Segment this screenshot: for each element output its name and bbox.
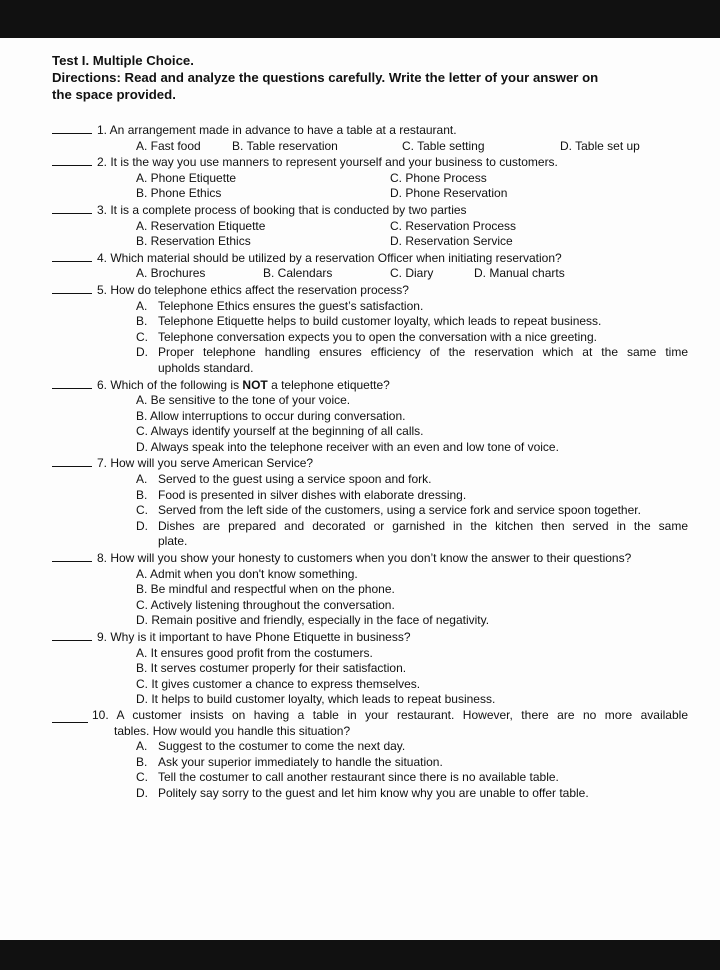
- question-text: 2. It is the way you use manners to represent yourself and your business to customers.: [97, 155, 558, 170]
- test-sheet: [0, 38, 720, 940]
- option-text: Served to the guest using a service spoon and fork.: [158, 472, 432, 487]
- option-text: Politely say sorry to the guest and let him know why you are unable to offer table.: [158, 785, 589, 800]
- option-d: D. Always speak into the telephone receiver with an even and low tone of voice.: [136, 439, 559, 454]
- question-2-options-bd: [52, 186, 688, 202]
- option-a: A. Reservation Etiquette: [136, 218, 266, 233]
- option-letter: B.: [136, 754, 148, 769]
- option-letter: B.: [136, 487, 148, 502]
- question-3-options-bd: [52, 234, 688, 250]
- option-a: A. Be sensitive to the tone of your voice.: [136, 393, 351, 408]
- question-3-options-ac: [52, 219, 688, 235]
- option-b: [52, 314, 688, 330]
- option-letter: A.: [136, 472, 148, 487]
- option-c: C. Always identify yourself at the beginning of all calls.: [136, 424, 424, 439]
- option-letter: D.: [136, 785, 148, 800]
- option-d: D. Remain positive and friendly, especially in the face of negativity.: [136, 613, 490, 628]
- option-c: C. Actively listening throughout the conversation.: [136, 597, 395, 612]
- answer-blank-5[interactable]: [52, 282, 92, 294]
- option-text: Suggest to the costumer to come the next day.: [158, 739, 406, 754]
- question-8: [52, 550, 688, 567]
- option-a: [52, 472, 688, 488]
- option-d-continued: upholds standard.: [158, 360, 254, 375]
- question-2: [52, 154, 688, 171]
- question-text: 6. Which of the following is: [97, 377, 243, 392]
- option-text: Telephone conversation expects you to open the conversation with a nice greeting.: [158, 329, 597, 344]
- option-a: [52, 739, 688, 755]
- option-d-continued: plate.: [158, 534, 188, 549]
- question-text: 8. How will you show your honesty to customers when you don’t know the answer to their questions?: [97, 551, 632, 566]
- question-text: 4. Which material should be utilized by a reservation Officer when initiating reservation?: [97, 250, 562, 265]
- question-text: 10. A customer insists on having a table in your restaurant. However, there are no more available: [92, 707, 688, 722]
- option-b: [52, 755, 688, 771]
- option-text: Served from the left side of the customers, using a service fork and service spoon together.: [158, 503, 641, 518]
- option-c: C. Phone Process: [390, 170, 487, 185]
- option-d: [52, 519, 688, 535]
- option-b: B. Calendars: [263, 266, 333, 281]
- question-text: 9. Why is it important to have Phone Etiquette in business?: [97, 630, 411, 644]
- option-a: A. Admit when you don't know something.: [136, 566, 358, 581]
- option-text: Telephone Etiquette helps to build customer loyalty, which leads to repeat business.: [158, 314, 602, 329]
- option-d: D. Table set up: [560, 138, 640, 153]
- option-d: D. Reservation Service: [390, 234, 513, 249]
- answer-blank-8[interactable]: [52, 550, 92, 562]
- option-a: A. Phone Etiquette: [136, 170, 237, 185]
- option-text: Tell the costumer to call another restaurant since there is no available table.: [158, 770, 559, 785]
- option-d: D. Manual charts: [474, 266, 565, 281]
- option-letter: A.: [136, 298, 148, 313]
- question-text: 1. An arrangement made in advance to have a table at a restaurant.: [97, 123, 457, 137]
- option-letter: A.: [136, 739, 148, 754]
- option-text: Food is presented in silver dishes with elaborate dressing.: [158, 487, 467, 502]
- question-text: 5. How do telephone ethics affect the reservation process?: [97, 282, 409, 297]
- option-a: A. It ensures good profit from the costumers.: [136, 645, 373, 660]
- question-5: [52, 282, 688, 299]
- question-10: [52, 708, 688, 724]
- question-4-options: [52, 266, 688, 282]
- question-6: [52, 377, 688, 394]
- option-b: B. Table reservation: [232, 138, 338, 153]
- option-b: [52, 488, 688, 504]
- answer-blank-6[interactable]: [52, 377, 92, 389]
- option-letter: D.: [136, 518, 148, 533]
- option-letter: C.: [136, 503, 148, 518]
- option-c: C. It gives customer a chance to express themselves.: [136, 676, 421, 691]
- option-c: [52, 503, 688, 519]
- question-7: [52, 455, 688, 472]
- option-c: [52, 770, 688, 786]
- option-a: A. Brochures: [136, 266, 206, 281]
- answer-blank-4[interactable]: [52, 250, 92, 262]
- option-c: [52, 330, 688, 346]
- answer-blank-1[interactable]: [52, 122, 92, 134]
- answer-blank-3[interactable]: [52, 202, 92, 214]
- option-a: [52, 299, 688, 315]
- option-letter: B.: [136, 314, 148, 329]
- option-d: D. Phone Reservation: [390, 186, 508, 201]
- question-9: [52, 629, 688, 646]
- answer-blank-9[interactable]: [52, 629, 92, 641]
- question-3: [52, 202, 688, 219]
- option-c: C. Reservation Process: [390, 218, 517, 233]
- option-b: B. Reservation Ethics: [136, 234, 251, 249]
- answer-blank-10[interactable]: [52, 711, 88, 723]
- option-d: [52, 786, 688, 802]
- option-b: B. Allow interruptions to occur during conversation.: [136, 408, 406, 423]
- question-text-continued: tables. How would you handle this situation?: [114, 723, 351, 738]
- option-c: C. Diary: [390, 266, 434, 281]
- directions-line-1: Directions: Read and analyze the questions carefully. Write the letter of your answer on: [52, 70, 599, 85]
- question-1: [52, 122, 688, 139]
- question-text: a telephone etiquette?: [267, 377, 390, 392]
- directions-line-2: the space provided.: [52, 87, 176, 102]
- option-b: B. Phone Ethics: [136, 186, 222, 201]
- option-text: Ask your superior immediately to handle the situation.: [158, 754, 443, 769]
- option-b: B. Be mindful and respectful when on the phone.: [136, 582, 395, 597]
- option-letter: C.: [136, 770, 148, 785]
- question-list: [52, 122, 688, 802]
- test-title: Test I. Multiple Choice.: [52, 53, 194, 68]
- question-2-options-ac: [52, 171, 688, 187]
- question-4: [52, 250, 688, 267]
- question-text: 3. It is a complete process of booking that is conducted by two parties: [97, 202, 467, 217]
- answer-blank-2[interactable]: [52, 154, 92, 166]
- option-letter: C.: [136, 329, 148, 344]
- answer-blank-7[interactable]: [52, 455, 92, 467]
- option-c: C. Table setting: [402, 138, 485, 153]
- option-text: Proper telephone handling ensures efficiency of the reservation which at the same time: [158, 345, 688, 360]
- option-text: Telephone Ethics ensures the guest’s satisfaction.: [158, 298, 424, 313]
- option-b: B. It serves costumer properly for their satisfaction.: [136, 661, 407, 676]
- option-d: [52, 345, 688, 361]
- option-d: D. It helps to build customer loyalty, which leads to repeat business.: [136, 692, 496, 707]
- question-1-options: [52, 139, 688, 155]
- option-a: A. Fast food: [136, 138, 201, 153]
- option-text: Dishes are prepared and decorated or garnished in the kitchen then served in the same: [158, 518, 688, 533]
- test-header: [52, 52, 692, 103]
- option-letter: D.: [136, 345, 148, 360]
- question-emphasis: NOT: [242, 377, 268, 392]
- question-text: 7. How will you serve American Service?: [97, 456, 314, 471]
